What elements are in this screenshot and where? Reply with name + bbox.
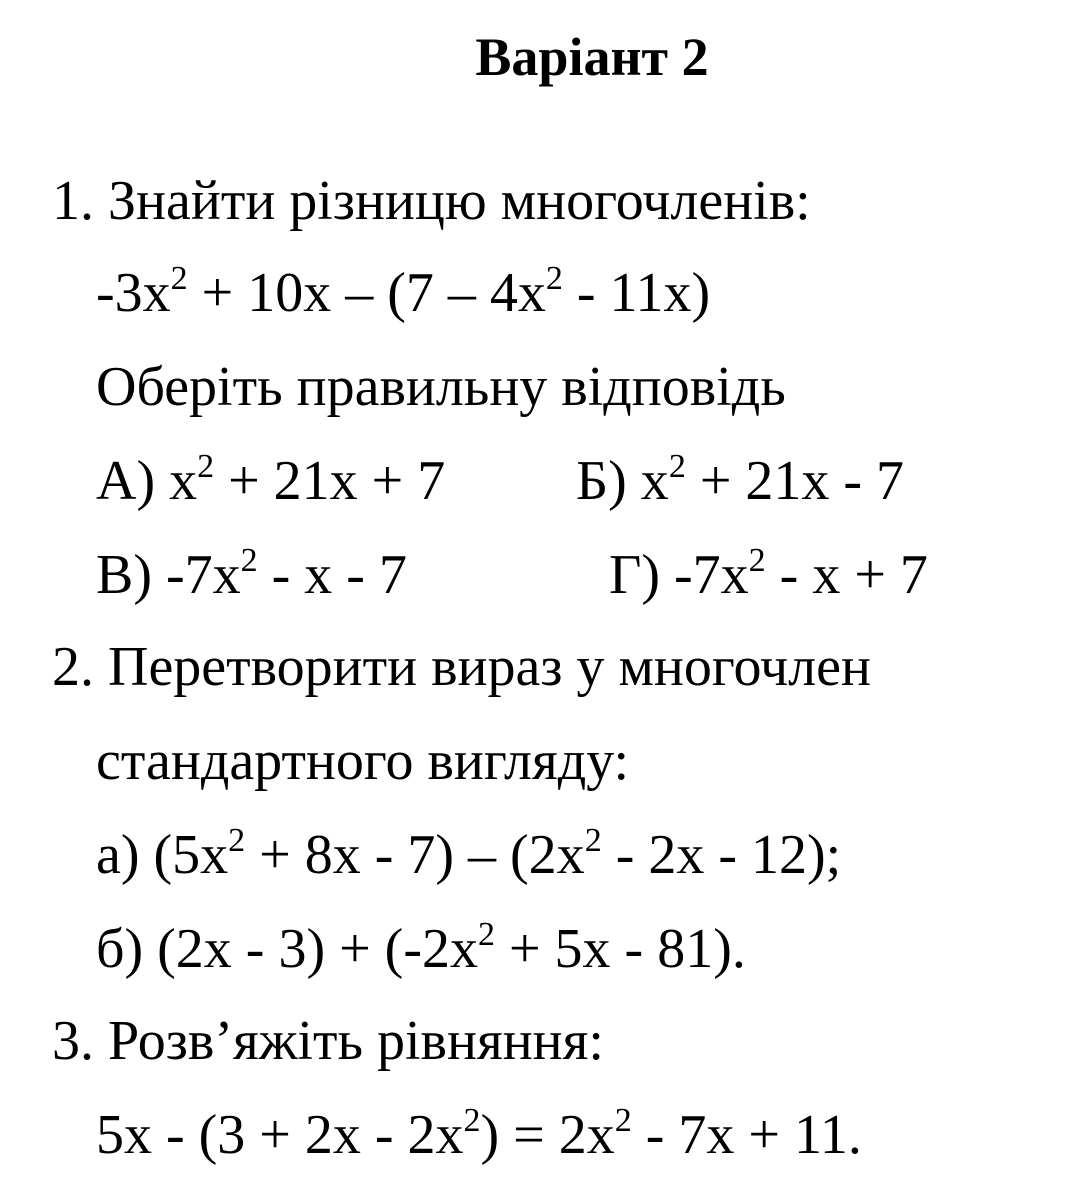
task-3-heading: 3. Розв’яжіть рівняння: — [52, 1010, 604, 1072]
option-b: Б) $x^2 + 21x - 7$ — [576, 448, 905, 512]
task-1-expression: $-3x^2 + 10x - (7 - 4x^2 - 11x)$ — [96, 260, 711, 324]
task-1-prompt: Оберіть правильну відповідь — [96, 356, 786, 418]
task-2-heading: 2. Перетворити вираз у многочлен — [52, 636, 871, 698]
task-1-heading: 1. Знайти різницю многочленів: — [52, 170, 811, 232]
task-2-heading-cont: стандартного вигляду: — [96, 730, 630, 792]
task-2-part-a: а) $(5x^2 + 8x - 7) - (2x^2 - 2x - 12)$; — [96, 822, 842, 886]
option-a: А) $x^2 + 21x + 7$ — [96, 448, 446, 512]
option-v: В) $-7x^2$ - x - 7 — [96, 542, 407, 606]
task-3-equation: $5x - (3 + 2x - 2x^2) = 2x^2 - 7x + 11$. — [96, 1102, 862, 1166]
option-g: Г) $-7x^2 - x + 7$ — [609, 542, 928, 606]
page-title: Варіант 2 — [475, 27, 709, 87]
task-2-part-b: б) $(2x - 3) + (-2x^2 + 5x - 81)$. — [96, 916, 746, 980]
